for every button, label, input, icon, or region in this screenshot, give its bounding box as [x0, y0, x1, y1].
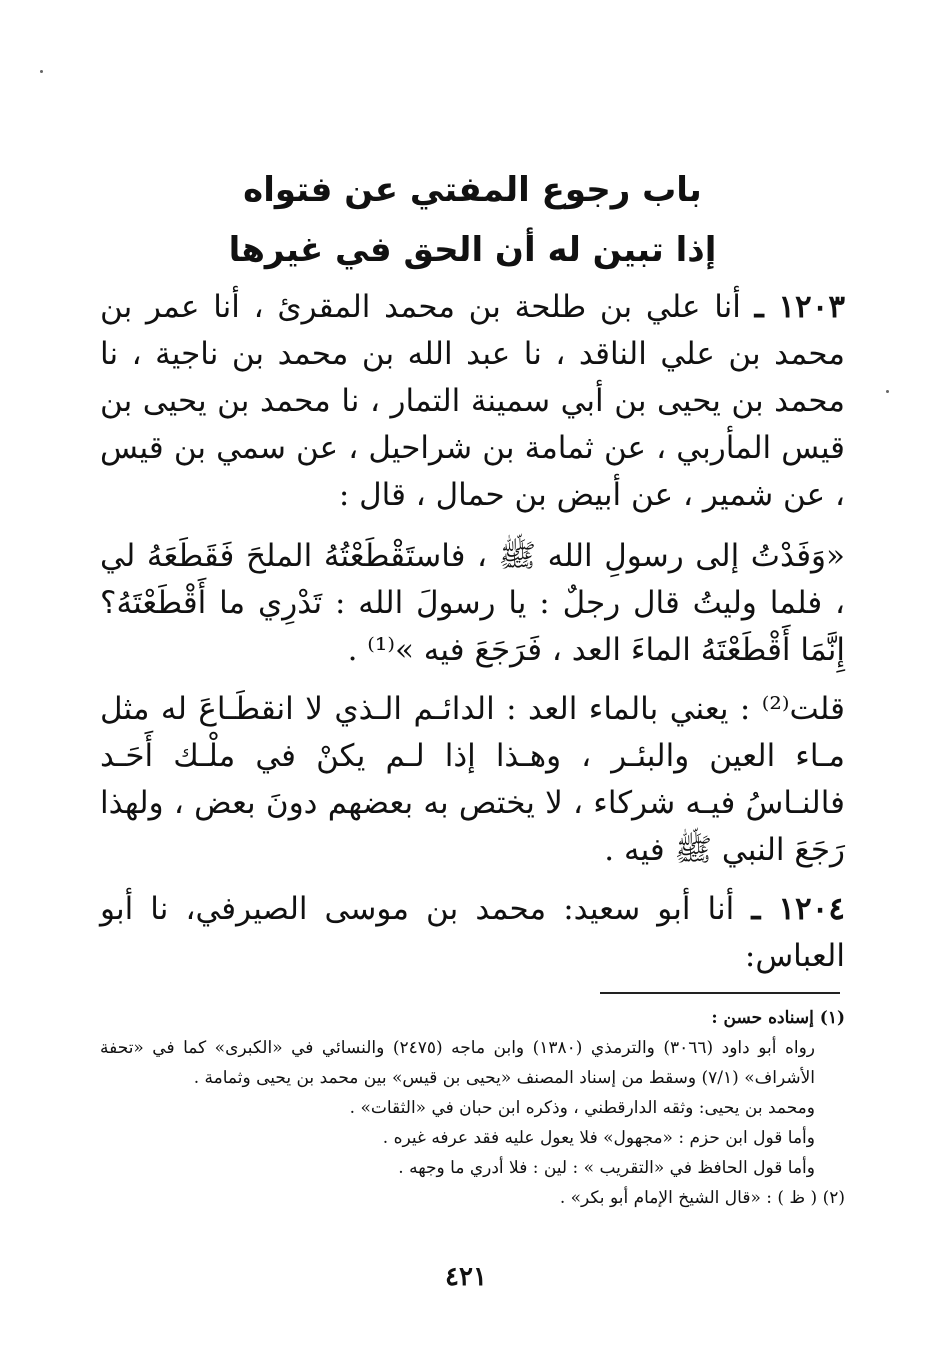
- paragraph-text: قلت⁽²⁾ : يعني بالماء العد : الدائـم الـذي لا انقطَـاعَ له مثل مـاء العين والبئـر ، وهـذا إذا لـم يكنْ في ملْـك أَحَـد فالنـاسُ فيـه شركاء ، لا يختص به بعضهم دونَ بعض ، ولهذا رَجَعَ النبي ﷺ فيه .: [100, 691, 845, 868]
- footnote-line: وأما قول ابن حزم : «مجهول» فلا يعول عليه فقد عرفه غيره .: [382, 1128, 815, 1148]
- footnote-1-heading: (١) إسناده حسن :: [711, 1008, 845, 1028]
- commentary-paragraph: [100, 686, 845, 874]
- chapter-title-line-1: باب رجوع المفتي عن فتواه: [243, 170, 702, 210]
- scan-speck: [886, 390, 889, 393]
- footnote-line: وأما قول الحافظ في «التقريب » : لين : فلا أدري ما وجهه .: [398, 1158, 815, 1178]
- paragraph-text: أنا علي بن طلحة بن محمد المقرئ ، أنا عمر بن محمد بن علي الناقد ، نا عبد الله بن محمد بن ناجية ، نا محمد بن يحيى بن أبي سمينة التمار ، نا محمد بن يحيى بن قيس المأربي ، عن ثمامة بن شراحيل ، عن سمي بن قيس ، عن شمير ، عن أبيض بن حمال ، قال :: [100, 289, 845, 513]
- paragraph-text: «وَفَدْتُ إلى رسولِ الله ﷺ ، فاستَقْطَعْتُهُ الملحَ فَقَطَعَهُ لي ، فلما وليتُ قال رجلٌ : يا رسولَ الله : تَدْرِي ما أَقْطَعْتَهُ؟ إِنَّمَا أَقْطَعْتَهُ الماءَ العد ، فَرَجَعَ فيه »⁽¹⁾ .: [100, 538, 845, 668]
- hadith-text: [100, 533, 845, 674]
- paragraph-1204: [100, 886, 845, 980]
- footnotes: [100, 1003, 845, 1213]
- paragraph-1203: [100, 284, 845, 519]
- chapter-heading: [100, 160, 845, 280]
- scan-speck: [40, 70, 43, 73]
- page-number: ٤٢١: [445, 1262, 487, 1292]
- footnote-separator: [600, 992, 840, 994]
- hadith-number: ١٢٠٤ ـ: [751, 891, 845, 927]
- chapter-title-line-2: إذا تبين له أن الحق في غيرها: [228, 230, 717, 270]
- paragraph-text: أنا أبو سعيد: محمد بن موسى الصيرفي، نا أبو العباس:: [100, 891, 845, 974]
- hadith-number: ١٢٠٣ ـ: [754, 289, 846, 325]
- page-body: [100, 160, 845, 992]
- footnote-line: ومحمد بن يحيى: وثقه الدارقطني ، وذكره ابن حبان في «الثقات» .: [349, 1098, 815, 1118]
- footnote-line: رواه أبو داود (٣٠٦٦) والترمذي (١٣٨٠) وابن ماجه (٢٤٧٥) والنسائي في «الكبرى» كما في «تحفة الأشراف» (٧/١) وسقط من إسناد المصنف «يحيى بن قيس» بين محمد بن يحيى وثمامة .: [100, 1038, 815, 1088]
- footnote-2: (٢) ( ظ ) : «قال الشيخ الإمام أبو بكر» .: [559, 1188, 845, 1208]
